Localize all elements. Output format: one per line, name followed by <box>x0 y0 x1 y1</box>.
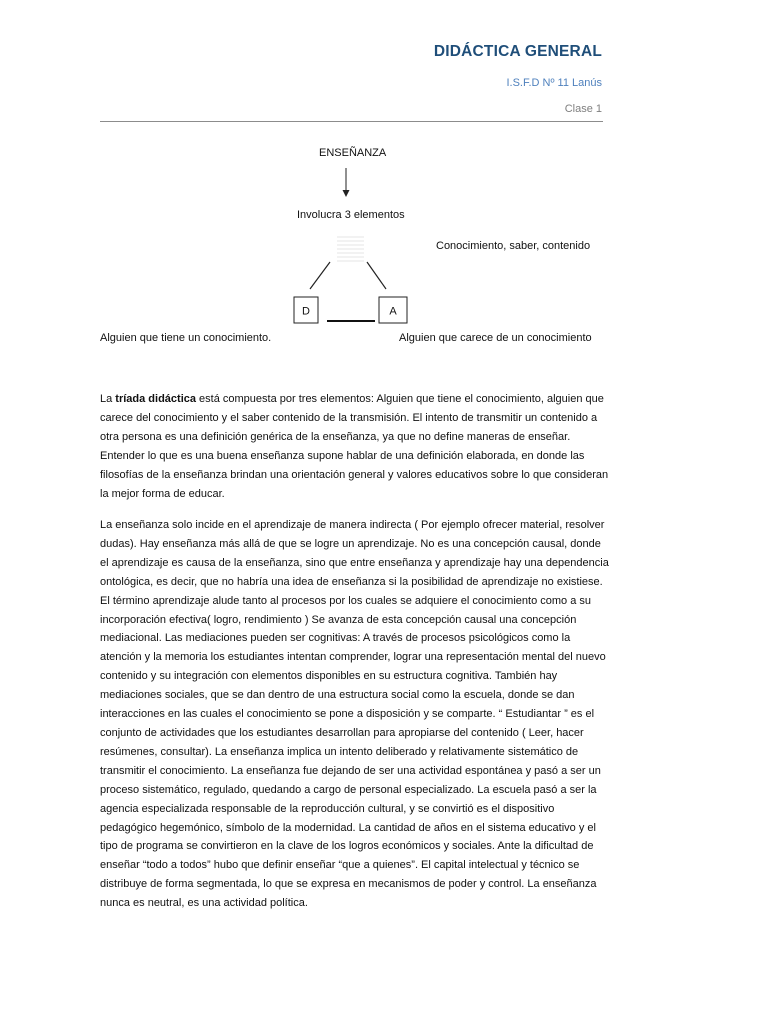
paragraph-triad <box>100 390 612 503</box>
document-title: DIDÁCTICA GENERAL <box>433 43 602 60</box>
involves-label: Involucra 3 elementos <box>297 209 405 221</box>
teacher-caption: Alguien que tiene un conocimiento. <box>100 332 272 344</box>
paragraph-teaching: La enseñanza solo incide en el aprendizaje de manera indirecta ( Por ejemplo ofrecer material, resolver dudas). Hay enseñanza más allá de que se logre un aprendizaje. No es una concepción causal, donde el aprendizaje es causa de la enseñanza, sino que entre enseñanza y aprendizaje hay una dependencia ontológica, es decir, que no habría una idea de enseñanza si la posibilidad de aprendizaje no existiese. El término aprendizaje alude tanto al procesos por los cuales se adquiere el conocimiento como a su incorporación efectiva( logro, rendimiento ) Se avanza de esta concepción causal una concepción mediacional. Las mediaciones pueden ser cognitivas: A través de procesos psicológicos como la atención y la memoria los estudiantes intentan comprender, lograr una representación mental del nuevo contenido y su integración con elementos disponibles en su estructura cognitiva. También hay mediaciones sociales, que se dan dentro de una estructura social como la escuela, donde se dan interacciones en las cuales el conocimiento se pone a disposición y se comparte. “ Estudiantar ” es el conjunto de actividades que los estudiantes desarrollan para apropiarse del contenido ( Leer, hacer resúmenes, consultar). La enseñanza implica un intento deliberado y relativamente sistemático de transmitir el conocimiento. La enseñanza fue dejando de ser una actividad espontánea y pasó a ser un proceso sistemático, regulado, quedando a cargo de personal especializado. La escuela pasó a ser la agencia especializada responsable de la reproducción cultural, y se convirtió es el dispositivo pedagógico hegemónico, símbolo de la modernidad. La cantidad de años en el sistema educativo y el tipo de programa se convirtieron en la clave de los logros económicos y sociales. Ante la dificultad de enseñar “todo a todos” hubo que definir enseñar “que a quienes”. El capital intelectual y técnico se distribuye de forma segmentada, lo que se expresa en mecanismos de poder y control. La enseñanza nunca es neutral, es una actividad política. <box>100 519 609 910</box>
arrow-head-icon <box>343 190 350 197</box>
right-triangle-edge <box>367 262 386 289</box>
class-label: Clase 1 <box>564 103 602 115</box>
triad-diagram <box>0 0 768 360</box>
paragraph-lead: La <box>100 393 116 405</box>
knowledge-label: Conocimiento, saber, contenido <box>436 240 591 252</box>
paragraph-rest: está compuesta por tres elementos: Alguien que tiene el conocimiento, alguien que carece del conocimiento y el saber contenido de la transmisión. El intento de transmitir un contenido a otra persona es una definición genérica de la enseñanza, ya que no define maneras de enseñar. Entender lo que es una buena enseñanza supone hablar de una definición elaborada, en donde las filosofías de la enseñanza brindan una orientación general y valores educativos sobre lo que consideran la mejor forma de educar. <box>100 393 609 500</box>
ensenanza-label: ENSEÑANZA <box>319 147 387 159</box>
node-d-label: D <box>302 305 310 318</box>
node-a-label: A <box>389 305 397 318</box>
institution-label: I.S.F.D Nº 11 Lanús <box>506 77 602 89</box>
left-triangle-edge <box>310 262 330 289</box>
faint-apex-marks <box>337 237 364 261</box>
student-caption: Alguien que carece de un conocimiento <box>399 332 592 344</box>
triad-term: tríada didáctica <box>115 393 196 405</box>
